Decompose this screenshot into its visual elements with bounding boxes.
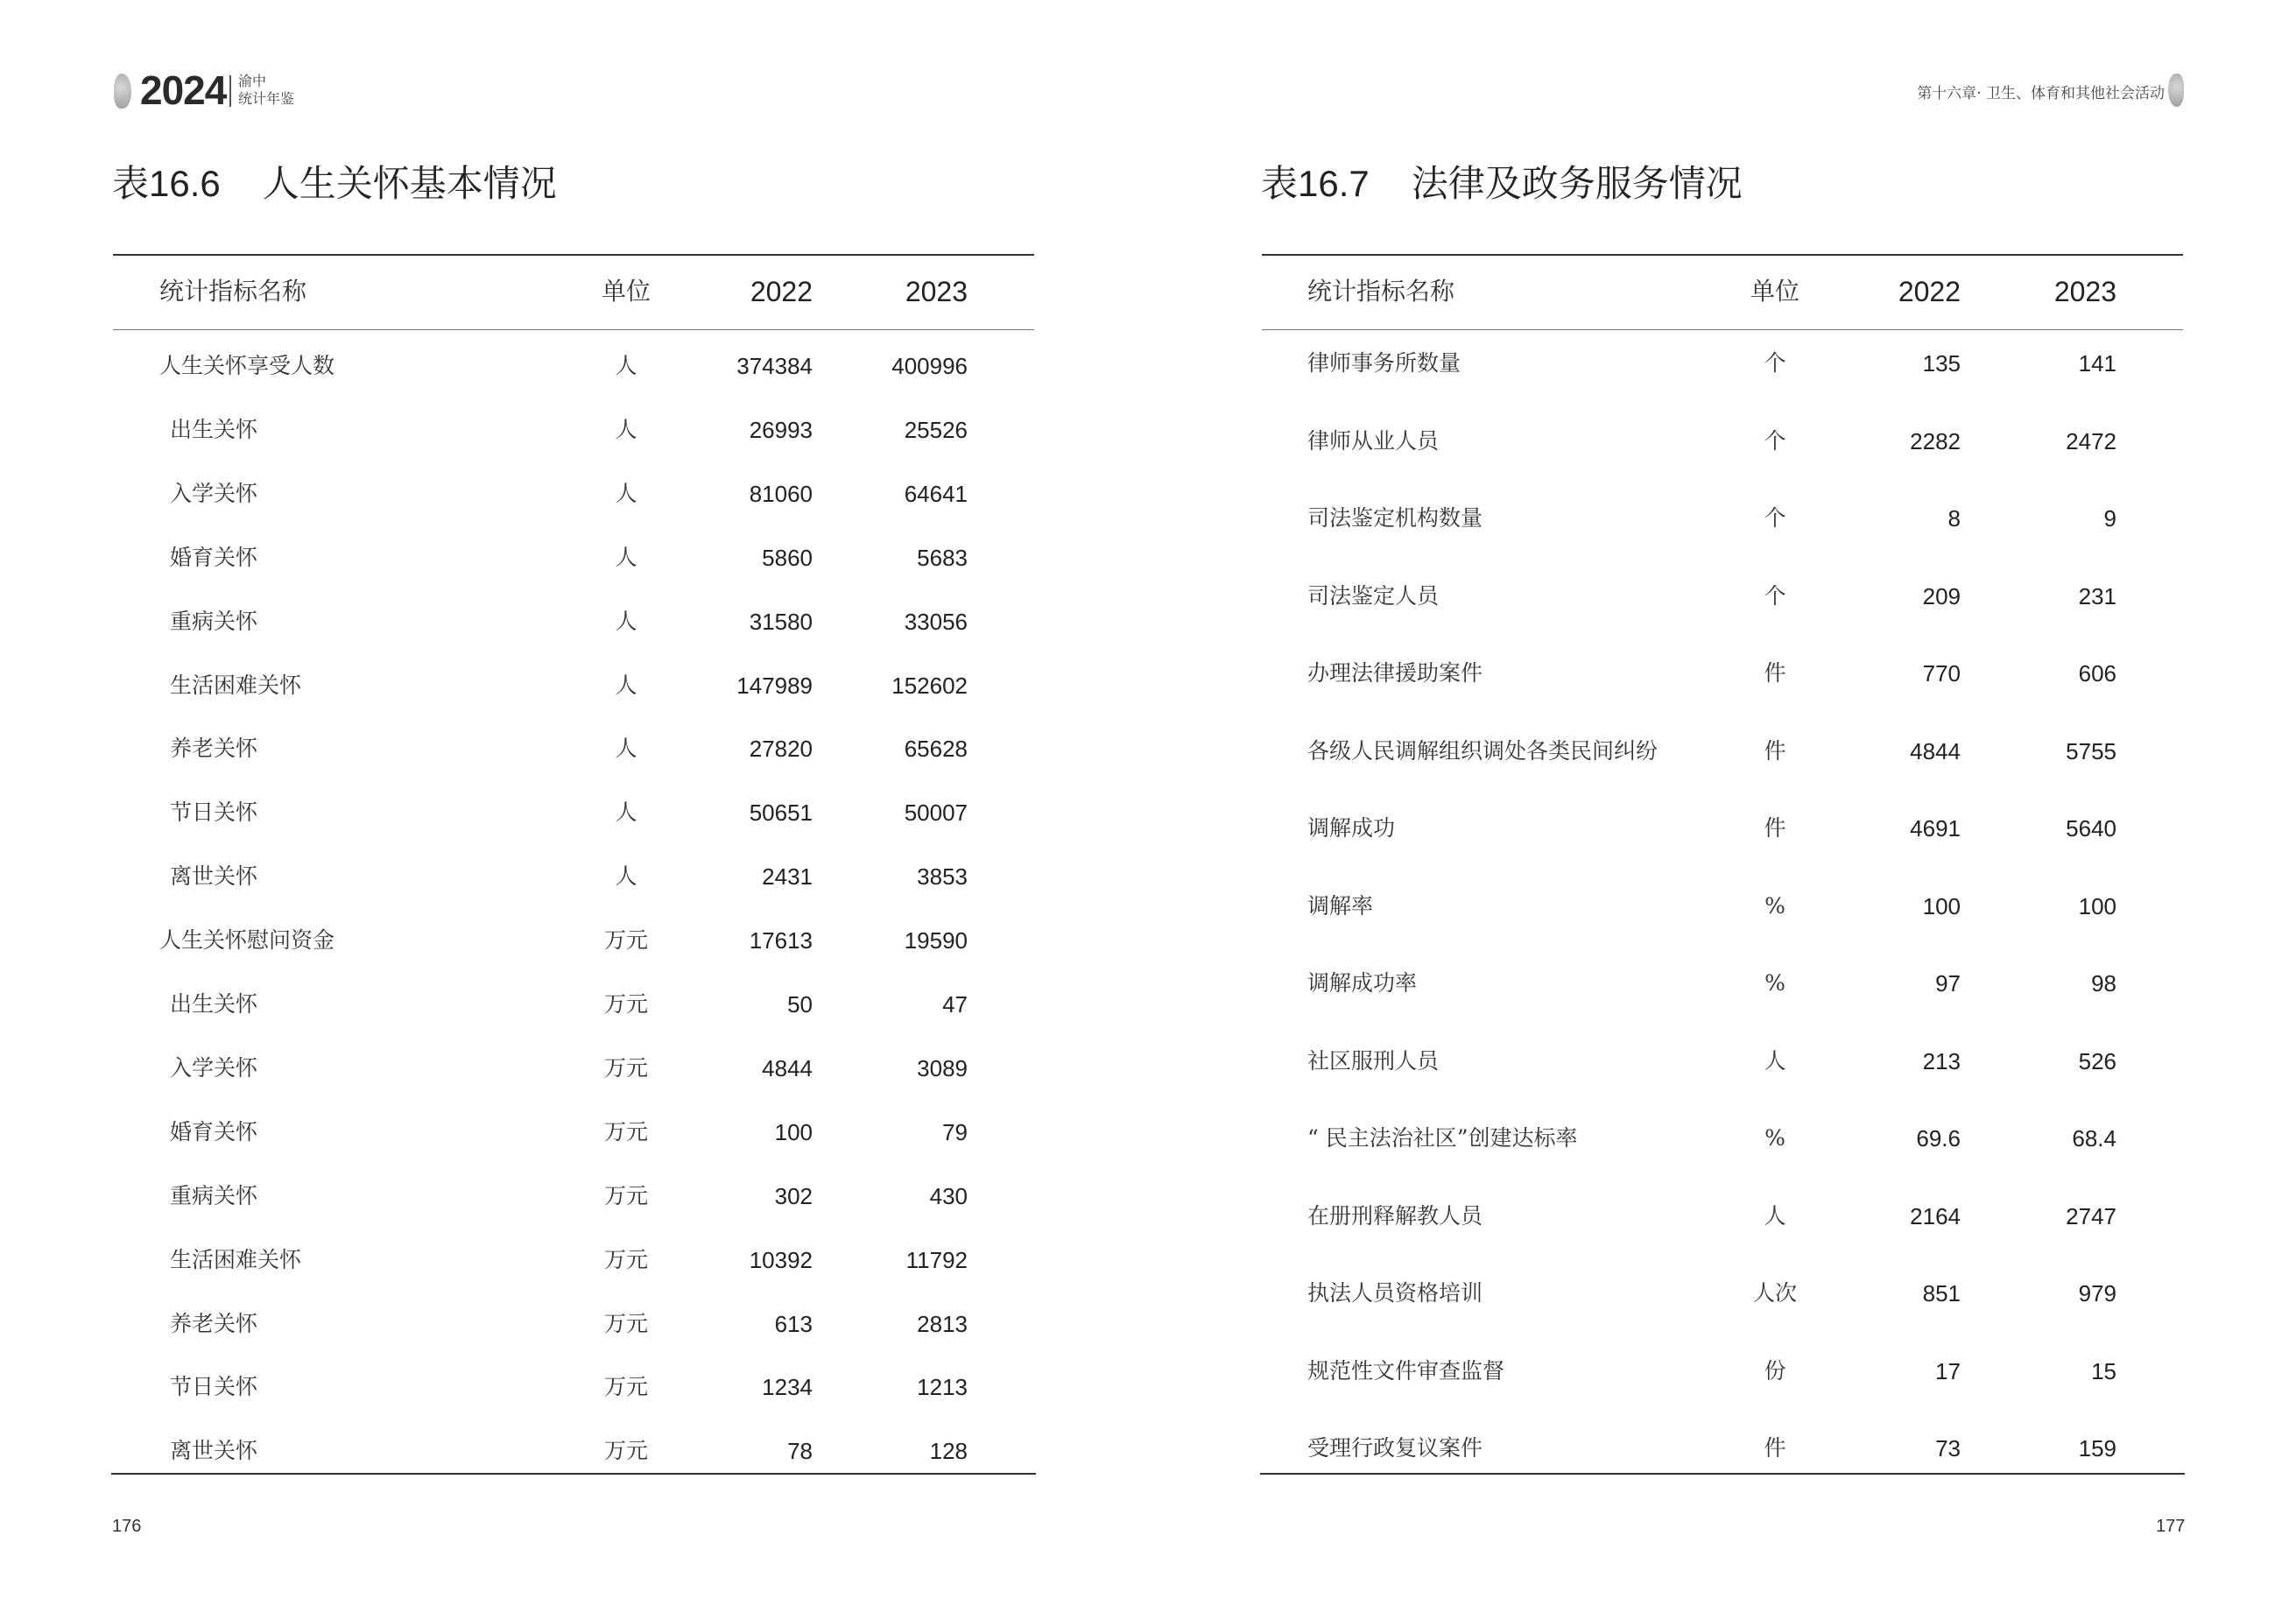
row-value-2022: 374384 [736,353,813,379]
row-value-2022: 4844 [762,1054,813,1081]
row-indicator-name: 婚育关怀 [170,544,258,570]
row-value-2022: 851 [1922,1280,1961,1307]
right-page-number: 177 [2156,1517,2186,1536]
row-value-2023: 3853 [917,863,968,891]
row-value-2023: 128 [929,1438,968,1465]
row-value-2022: 2431 [762,863,813,891]
right-table [1148,0,2296,1613]
row-value-2022: 4691 [1910,815,1961,842]
col-header-2022: 2022 [750,276,813,307]
row-value-2023: 5755 [2066,737,2116,764]
row-value-2022: 97 [1935,970,1961,997]
row-unit: 个 [1764,427,1786,454]
row-value-2023: 65628 [904,736,968,763]
row-indicator-name: 人生关怀享受人数 [159,353,335,378]
row-indicator-name: 生活困难关怀 [170,1246,302,1272]
row-indicator-name: 出生关怀 [170,416,258,442]
row-unit: 人 [615,544,637,570]
row-value-2022: 209 [1922,582,1961,609]
row-unit: 个 [1764,505,1786,531]
row-value-2023: 2472 [2066,427,2116,454]
row-indicator-name: 生活困难关怀 [170,672,302,698]
row-value-2023: 159 [2078,1435,2116,1462]
row-value-2023: 5683 [917,544,968,571]
row-unit: 件 [1764,737,1786,764]
row-unit: 件 [1764,660,1786,686]
table-bottom-rule [1260,1473,2185,1475]
header-rule [1262,329,2183,330]
row-indicator-name: 入学关怀 [170,1054,258,1081]
row-unit: 人 [615,799,637,826]
col-header-name: 统计指标名称 [159,277,307,306]
row-unit: 万元 [603,1438,648,1464]
row-value-2023: 152602 [891,672,968,699]
left-title-number: 16.6 [149,163,221,204]
row-value-2023: 47 [942,991,968,1018]
row-indicator-name: 调解成功 [1307,815,1396,841]
row-indicator-name: 受理行政复议案件 [1307,1435,1483,1461]
col-header-unit: 单位 [601,277,651,306]
row-value-2023: 3089 [917,1054,968,1081]
row-unit: 万元 [603,991,648,1017]
row-value-2022: 17 [1935,1357,1961,1384]
row-value-2022: 4844 [1910,737,1961,764]
row-unit: 万元 [603,927,648,954]
row-value-2023: 98 [2091,970,2116,997]
row-unit: 人 [615,416,637,442]
row-value-2023: 1213 [917,1374,968,1401]
row-value-2023: 33056 [904,608,968,635]
row-indicator-name: 司法鉴定人员 [1307,582,1440,609]
row-value-2023: 79 [942,1118,968,1145]
row-value-2022: 26993 [749,416,813,443]
row-value-2022: 8 [1947,505,1961,532]
row-indicator-name: 调解成功率 [1307,970,1418,996]
row-value-2022: 69.6 [1916,1125,1961,1152]
row-indicator-name: 社区服刑人员 [1307,1047,1440,1074]
row-indicator-name: 入学关怀 [170,480,258,506]
row-value-2022: 50 [787,991,813,1018]
row-indicator-name: 节日关怀 [170,1374,258,1400]
row-indicator-name: 调解率 [1307,892,1374,919]
table-bottom-rule [111,1473,1036,1475]
row-value-2022: 147989 [736,672,813,699]
right-title-number: 16.7 [1298,163,1370,204]
left-title-text: 人生关怀基本情况 [262,162,557,205]
row-indicator-name: “ 民主法治社区”创建达标率 [1307,1125,1578,1151]
row-indicator-name: 重病关怀 [170,608,258,634]
row-value-2022: 100 [774,1118,813,1145]
row-value-2023: 11792 [905,1246,968,1273]
row-unit: 份 [1764,1357,1786,1384]
row-value-2023: 9 [2103,505,2116,532]
row-unit: 万元 [603,1246,648,1272]
row-indicator-name: 规范性文件审查监督 [1307,1357,1505,1384]
table-top-rule [1262,254,2183,256]
row-unit: 万元 [603,1374,648,1400]
row-value-2023: 68.4 [2072,1125,2116,1152]
row-unit: 个 [1764,582,1786,609]
row-indicator-name: 节日关怀 [170,799,258,826]
row-indicator-name: 重病关怀 [170,1182,258,1208]
row-unit: 件 [1764,1435,1786,1461]
row-indicator-name: 在册刑释解教人员 [1307,1202,1483,1229]
row-value-2023: 64641 [904,480,968,507]
row-indicator-name: 办理法律援助案件 [1307,660,1483,686]
col-header-2023: 2023 [2053,276,2116,307]
right-title-text: 法律及政务服务情况 [1411,162,1743,205]
chapter-heading: 第十六章· 卫生、体育和其他社会活动 [1917,85,2165,102]
row-unit: 万元 [603,1310,648,1336]
row-unit: 个 [1764,350,1786,376]
row-value-2022: 31580 [749,608,813,635]
row-value-2023: 19590 [904,927,968,954]
row-unit: % [1764,892,1785,919]
row-value-2023: 979 [2078,1280,2116,1307]
row-indicator-name: 律师事务所数量 [1307,350,1461,376]
row-value-2022: 17613 [749,927,813,954]
row-unit: 人 [615,353,637,378]
row-unit: 万元 [603,1182,648,1208]
row-unit: % [1764,1125,1785,1151]
row-value-2023: 430 [929,1182,968,1209]
row-indicator-name: 婚育关怀 [170,1118,258,1145]
row-value-2022: 613 [774,1310,813,1337]
row-value-2023: 50007 [904,799,968,827]
row-indicator-name: 离世关怀 [170,1438,258,1464]
row-indicator-name: 离世关怀 [170,863,258,890]
col-header-2022: 2022 [1898,276,1961,307]
col-header-name: 统计指标名称 [1307,277,1455,306]
row-value-2022: 2282 [1910,427,1961,454]
row-indicator-name: 执法人员资格培训 [1307,1280,1483,1306]
row-unit: 人 [615,736,637,762]
yearbook-name-line2: 统计年鉴 [238,90,295,107]
row-value-2022: 2164 [1910,1202,1961,1229]
row-indicator-name: 养老关怀 [170,1310,258,1336]
row-value-2022: 50651 [749,799,813,827]
row-value-2022: 135 [1922,350,1961,377]
row-unit: % [1764,970,1785,996]
row-indicator-name: 养老关怀 [170,736,258,762]
row-indicator-name: 出生关怀 [170,991,258,1017]
row-value-2022: 100 [1922,892,1961,919]
row-indicator-name: 律师从业人员 [1307,427,1440,454]
row-unit: 人 [615,863,637,890]
row-unit: 人 [615,672,637,698]
row-unit: 人 [1764,1202,1786,1229]
row-unit: 人 [615,608,637,634]
row-value-2023: 25526 [904,416,968,443]
row-value-2022: 5860 [762,544,813,571]
row-indicator-name: 司法鉴定机构数量 [1307,505,1483,531]
row-value-2022: 10392 [749,1246,813,1273]
row-unit: 人次 [1752,1280,1797,1306]
row-value-2023: 100 [2078,892,2116,919]
left-page-number: 176 [112,1517,142,1536]
row-value-2023: 15 [2091,1357,2116,1384]
row-unit: 万元 [603,1054,648,1081]
row-value-2023: 2813 [917,1310,968,1337]
yearbook-year: 2024 [140,67,227,113]
row-value-2022: 81060 [749,480,813,507]
col-header-2023: 2023 [905,276,968,307]
row-value-2023: 231 [2078,582,2116,609]
row-unit: 件 [1764,815,1786,841]
row-value-2022: 1234 [762,1374,813,1401]
row-value-2022: 73 [1935,1435,1961,1462]
row-value-2023: 400996 [891,353,968,379]
row-value-2023: 5640 [2066,815,2116,842]
row-unit: 人 [615,480,637,506]
table-top-rule [113,254,1034,256]
row-value-2022: 770 [1922,660,1961,687]
yearbook-name-line1: 渝中 [238,73,267,89]
row-indicator-name: 人生关怀慰问资金 [159,927,335,954]
header-rule [113,329,1034,330]
row-value-2023: 526 [2078,1047,2116,1074]
left-title-prefix: 表 [112,162,150,205]
row-unit: 人 [1764,1047,1786,1074]
row-indicator-name: 各级人民调解组织调处各类民间纠纷 [1307,737,1659,764]
row-value-2023: 606 [2078,660,2116,687]
row-value-2022: 27820 [749,736,813,763]
col-header-unit: 单位 [1750,277,1799,306]
row-value-2022: 78 [787,1438,813,1465]
row-value-2022: 213 [1922,1047,1961,1074]
row-value-2023: 141 [2078,350,2116,377]
row-value-2023: 2747 [2066,1202,2116,1229]
row-value-2022: 302 [774,1182,813,1209]
right-title-prefix: 表 [1261,162,1299,205]
row-unit: 万元 [603,1118,648,1145]
